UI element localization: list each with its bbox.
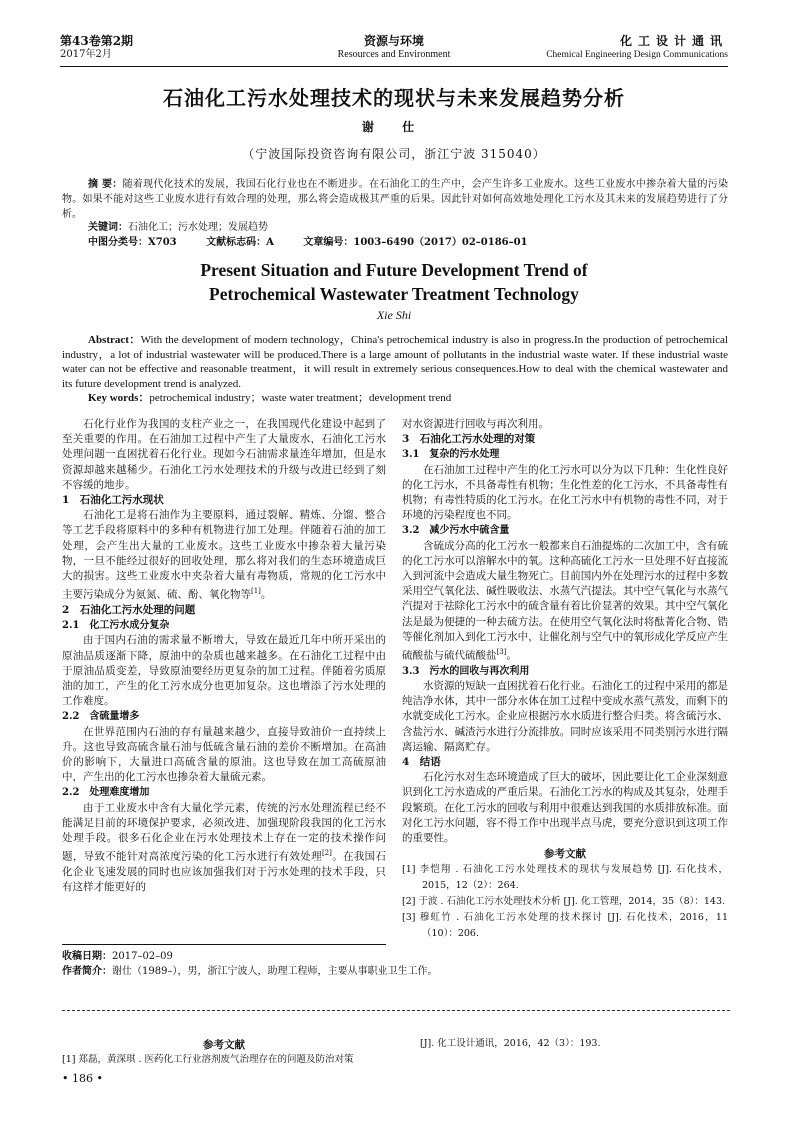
footnote-rule [62,944,386,945]
abstract-cn [62,177,728,222]
paper-title-cn: 石油化工污水处理技术的现状与未来发展趋势分析 [163,86,625,110]
paper-title-en-line2: Petrochemical Wastewater Treatment Technology [209,284,579,304]
section-2-2a-paragraph: 在世界范围内石油的存有量越来越少，直接导致油价一直持续上升。这也导致高硫含量石油与低硫含量石油的差价不断增加。在高油价的影响下，大量进口高硫含量的原油。这也导致在加工高硫原油中，产生出的化工污水也掺杂着大量硫元素。 [62,725,386,784]
article-separator [62,1010,730,1011]
keywords-cn-text: 石油化工；污水处理；发展趋势 [128,222,268,233]
section-3-2-paragraph [402,539,728,664]
section-2-2b-paragraph [62,801,386,896]
citation-2: [2] [321,849,332,858]
header-date: 2017年2月 [60,49,112,60]
author-en: Xie Shi [376,308,412,322]
paper-title-en [60,258,728,306]
section-1-heading: 1 石油化工污水现状 [62,494,164,507]
affiliation-cn: （宁波国际投资咨询有限公司，浙江宁波 315040） [242,147,546,161]
keywords-cn [88,221,728,235]
section-3-heading: 3 石油化工污水处理的对策 [402,433,536,446]
section-3-1-paragraph: 在石油加工过程中产生的化工污水可以分为以下几种：生化性良好的化工污水，不具备毒性有机物；生化性差的化工污水，不具备毒性有机物；有毒性特质的化工污水。在化工污水中有机物的毒性不同，对于环境的污染程度也不同。 [402,463,728,522]
bottom-reference-1-continued: [J]. 化工设计通讯，2016，42（3）：193. [420,1038,601,1049]
abstract-en-label: Abstract： [88,334,141,346]
abstract-cn-label: 摘 要： [88,179,123,190]
section-4-heading: 4 结语 [402,755,441,768]
citation-1: [1] [251,587,261,596]
paper-title-en-line1: Present Situation and Future Development Trend of [200,260,588,280]
abstract-en-text: With the development of modern technology，China's petrochemical industry is also in progress.In the production of petrochemical industry，a lot of industrial wastewater will be produced.There is a large amount of pollutants in the industrial waste water. If these industrial waste water can not be effective and reasonable treatment，it will result in extremely serious consequences.How to deal with the chemical wastewater and its future development trend is analyzed. [62,334,728,390]
page-number: • 186 • [62,1072,103,1085]
author-bio-value: 谢仕（1989–），男，浙江宁波人，助理工程师，主要从事职业卫生工作。 [112,966,438,977]
author-bio-label: 作者简介： [62,966,112,977]
section-3-2-heading: 3.2 减少污水中硫含量 [402,525,510,537]
classification-line [88,236,728,250]
section-1-paragraph [62,508,386,603]
abstract-en [62,333,728,391]
running-header [60,34,728,68]
section-2-2a-heading: 2.2 含硫量增多 [62,711,140,723]
section-2-2b-text: 由于工业废水中含有大量化学元素，传统的污水处理流程已经不能满足目前的环境保护要求，必须改进、加强现阶段我国的化工污水处理手段。很多石化企业在污水处理技术上存在一定的技术操作问题，导致不能针对高浓度污染的化工污水进行有效处理 [62,801,386,863]
reference-3: [3] 穆虹竹 . 石油化工污水处理的技术探讨 [J]. 石化技术，2016，11（10）：206. [402,912,728,940]
keywords-en-label: Key words： [88,392,150,404]
author-cn: 谢 仕 [361,120,427,134]
header-journal-block [546,34,728,62]
references-heading: 参考文献 [544,848,586,861]
continued-paragraph: 对水资源进行回收与再次利用。 [402,418,549,430]
section-4-paragraph: 石化污水对生态环境造成了巨大的破坏，因此要让化工企业深刻意识到化工污水造成的严重后果。石油化工污水的构成及其复杂，处理手段繁琐。在化工污水的回收与利用中很难达到我国的水质排放标准。面对化工污水问题，容不得工作中出现半点马虎，要充分意识到这项工作的重要性。 [402,771,728,844]
keywords-en-text: petrochemical industry；waste water treatment；development trend [149,392,452,404]
reference-2: [2] 于波 . 石油化工污水处理技术分析 [J]. 化工管理，2014，35（8）：143. [402,896,726,908]
section-2-1-heading: 2.1 化工污水成分复杂 [62,620,170,632]
citation-3: [3] [496,648,507,657]
body-left-column [62,417,386,895]
header-volume: 第43卷第2期 [60,34,134,48]
section-2-2b-end: 。在我国石化企业飞速发展的同时也应该加强我们对于污水处理的技术手段，只有这样才能更好的 [62,850,387,894]
received-value: 2017–02–09 [112,951,173,962]
section-2-1-paragraph: 由于国内石油的需求量不断增大，导致在最近几年中所开采出的原油品质逐渐下降，原油中的杂质也越来越多。在石油化工过程中由于原油品质变差，导致原油要经历更复杂的加工过程。伴随着劣质原油的加工，产生的化工污水成分也更加复杂。这也增添了污水处理的工作难度。 [62,634,386,708]
received-label: 收稿日期： [62,951,112,962]
section-2-2b-heading: 2.2 处理难度增加 [62,787,150,799]
keywords-en [88,391,728,405]
header-section-cn: 资源与环境 [363,34,424,48]
section-1-text: 石油化工是将石油作为主要原料，通过裂解、精炼、分馏、整合等工艺手段将原料中的多种有机物进行加工处理。伴随着石油的加工处理，会产生出大量的工业废水。这些工业废水中掺杂着大量污染物，一旦不能经过很好的回收处理，那么将对我们的生态环境造成巨大的损害。这些工业废水中夹杂着大量有毒物质，常规的化工污水中主要污染成分为氨氮、硫、酚、氧化物等 [62,509,386,601]
clc-number: 中图分类号：X703 [88,237,177,248]
article-number: 文章编号：1003–6490（2017）02–0186–01 [303,237,528,248]
section-3-3-paragraph: 水资源的短缺一直困扰着石化行业。石油化工的过程中采用的都是纯洁净水体，其中一部分水体在加工过程中变成水蒸气蒸发，而剩下的水就变成化工污水。企业应根据污水水质进行整合归类。将含硫污水、含盐污水、碱渣污水进行分流排放。同时应该采用不同类别污水进行隔离运输、隔离贮存。 [402,679,728,753]
keywords-cn-label: 关键词： [88,222,128,233]
bottom-references-heading: 参考文献 [203,1039,245,1051]
reference-1: [1] 李恺翔 . 石油化工污水处理技术的现状与发展趋势 [J]. 石化技术，2015，12（2）：264. [402,864,728,892]
section-2-heading: 2 石油化工污水处理的问题 [62,603,196,616]
document-code: 文献标志码：A [206,237,274,248]
header-journal-en: Chemical Engineering Design Communications [546,50,728,60]
bottom-reference-1: [1] 郑磊，黄深琪 . 医药化工行业溶剂废气治理存在的问题及防治对策 [62,1054,354,1065]
section-1-end: 。 [260,588,272,601]
section-3-2-text: 含硫成分高的化工污水一般都来自石油提炼的二次加工中，含有硫的化工污水可以溶解水中的氧。这种高硫化工污水一旦处理不好直接流入到河流中会造成大量生物死亡。目前国内外在处理污水的过程中多数采用空气氧化法、碱性吸收法、水蒸气汽提法。其中空气氧化与水蒸气汽提对于祛除化工污水中的硫含量有着比价显著的效果。其中空气氧化法是最为便捷的一种去硫方法。在使用空气氧化法时将酞菁化合物、锆等催化剂加入到化工污水中，让催化剂与空气中的氧形成化学反应产生硫酸盐与硫代硫酸盐 [402,539,728,662]
author-bio [62,965,438,979]
abstract-cn-text: 随着现代化技术的发展，我国石化行业也在不断进步。在石油化工的生产中，会产生许多工业废水。这些工业废水中掺杂着大量的污染物。如果不能对这些工业废水进行有效合理的处理，那么将会造成极其严重的后果。因此针对如何高效地处理化工污水及其未来的发展趋势进行了分析。 [62,179,729,220]
section-3-1-heading: 3.1 复杂的污水处理 [402,449,500,461]
received-date [62,950,386,964]
header-journal-cn: 化工设计通讯 [619,34,728,48]
intro-paragraph: 石化行业作为我国的支柱产业之一，在我国现代化建设中起到了至关重要的作用。在石油加工过程中产生了大量废水，石油化工污水处理问题一直困扰着石化行业。现如今石油需求量连年增加，但是水资源却越来越稀少。石油化工污水处理技术的升级与改进已经到了刻不容缓的地步。 [62,418,386,491]
body-right-column [402,417,728,942]
header-section-en: Resources and Environment [337,49,451,60]
section-3-3-heading: 3.3 污水的回收与再次利用 [402,665,530,677]
section-3-2-end: 。 [506,649,517,662]
header-rule [60,66,728,67]
